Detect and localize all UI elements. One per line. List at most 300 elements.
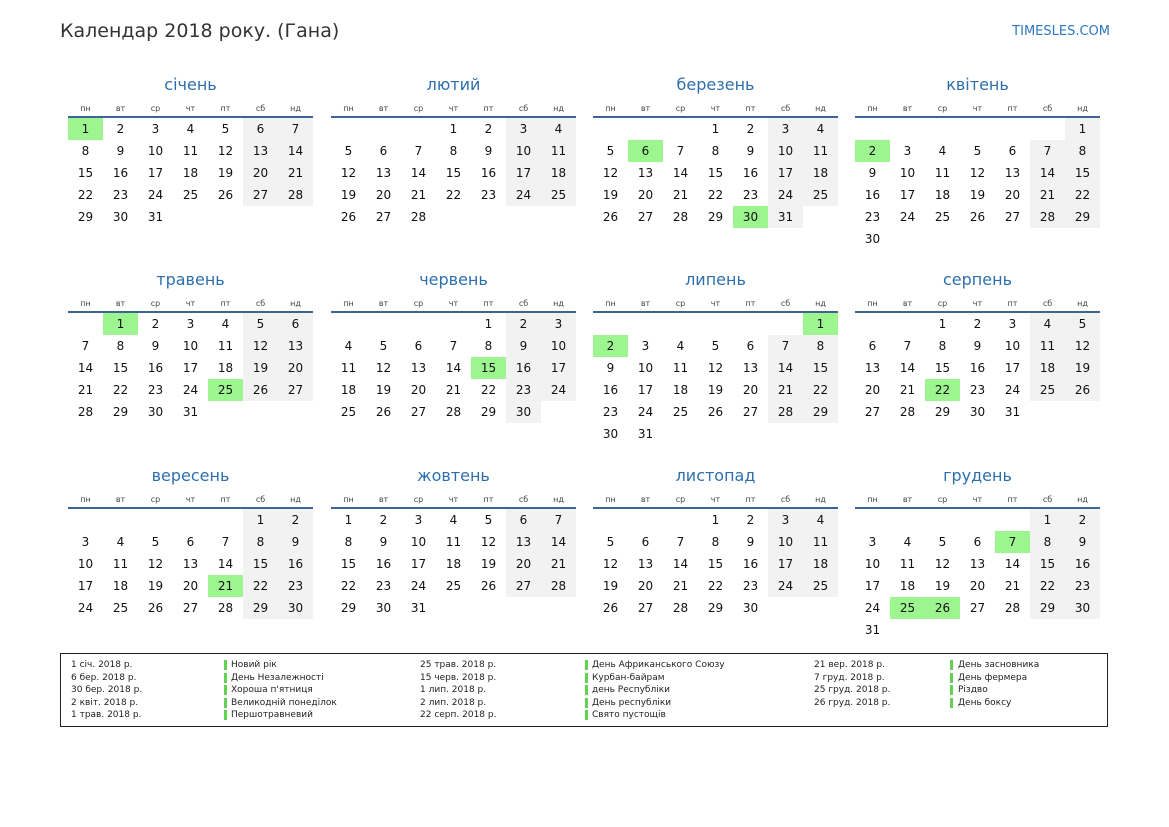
day-cell: 24: [899, 210, 916, 224]
day-cell: 31: [147, 210, 164, 224]
day-cell: 28: [672, 210, 689, 224]
empty-cell: [173, 206, 208, 228]
day-cell: 11: [934, 166, 951, 180]
week-row: [593, 206, 838, 228]
empty-cell: [208, 509, 243, 531]
day-cell: 11: [803, 140, 838, 162]
day-cell: 6: [186, 535, 195, 549]
week-row: [68, 118, 313, 140]
legend-holiday-name: Хороша п'ятниця: [231, 685, 313, 696]
day-cell: 25: [182, 188, 199, 202]
day-cell: 23: [375, 579, 392, 593]
day-cell: 2: [278, 509, 313, 531]
weekday-label: сб: [1042, 494, 1053, 504]
legend-marker: [585, 698, 588, 708]
week-row: [68, 401, 313, 423]
legend-date: 30 бер. 2018 р.: [71, 685, 143, 696]
month-10: [331, 463, 576, 619]
day-cell: 7: [221, 535, 230, 549]
day-cell: 24: [864, 601, 881, 615]
legend-date: 25 груд. 2018 р.: [814, 685, 891, 696]
day-cell: 7: [676, 535, 685, 549]
day-cell: 30: [602, 427, 619, 441]
month-7: [593, 267, 838, 445]
day-cell: 23: [602, 405, 619, 419]
day-cell: 15: [803, 357, 838, 379]
weekday-label: нд: [290, 103, 301, 113]
day-cell: 24: [768, 575, 803, 597]
day-cell: 22: [1030, 575, 1065, 597]
day-cell: 27: [375, 210, 392, 224]
day-cell: 15: [934, 361, 951, 375]
weekday-label: вт: [115, 494, 126, 504]
day-cell: 12: [707, 361, 724, 375]
week-row: [68, 335, 313, 357]
day-cell: 4: [803, 509, 838, 531]
legend-marker: [224, 710, 227, 720]
day-cell: 18: [217, 361, 234, 375]
week-row: [331, 184, 576, 206]
week-row: [855, 619, 1100, 641]
week-row: [855, 313, 1100, 335]
weekday-label: ср: [413, 298, 424, 308]
week-row: [593, 118, 838, 140]
empty-cell: [331, 118, 366, 140]
day-cell: 8: [1030, 531, 1065, 553]
week-row: [593, 140, 838, 162]
day-cell: 14: [672, 557, 689, 571]
day-cell: 10: [506, 140, 541, 162]
day-cell: 24: [182, 383, 199, 397]
weekday-label: пн: [867, 103, 878, 113]
day-cell: 10: [147, 144, 164, 158]
day-cell: 5: [606, 144, 615, 158]
day-cell: 21: [77, 383, 94, 397]
day-cell: 22: [445, 188, 462, 202]
week-row: [331, 575, 576, 597]
weekday-header: [593, 491, 838, 509]
day-cell: 16: [147, 361, 164, 375]
empty-cell: [278, 206, 313, 228]
week-row: [593, 531, 838, 553]
day-cell: 1: [1030, 509, 1065, 531]
week-row: [331, 313, 576, 335]
empty-cell: [401, 118, 436, 140]
day-cell: 31: [637, 427, 654, 441]
day-cell: 10: [182, 339, 199, 353]
empty-cell: [995, 228, 1030, 250]
day-cell: 16: [506, 357, 541, 379]
day-cell: 16: [602, 383, 619, 397]
day-cell: 7: [449, 339, 458, 353]
day-cell: 2: [379, 513, 388, 527]
day-cell: 5: [484, 513, 493, 527]
day-cell: 19: [217, 166, 234, 180]
day-cell: 15: [707, 166, 724, 180]
holiday-day-cell: 1: [803, 313, 838, 335]
week-row: [331, 140, 576, 162]
week-row: [593, 379, 838, 401]
legend-marker: [585, 673, 588, 683]
weekday-label: сб: [780, 103, 791, 113]
day-cell: 19: [1065, 357, 1100, 379]
empty-cell: [1030, 228, 1065, 250]
day-cell: 6: [973, 535, 982, 549]
legend-date: 1 лип. 2018 р.: [420, 685, 487, 696]
day-cell: 31: [182, 405, 199, 419]
day-cell: 27: [969, 601, 986, 615]
legend-holiday-name: День Африканського Союзу: [592, 660, 725, 670]
month-12: [855, 463, 1100, 641]
day-cell: 26: [243, 379, 278, 401]
weekday-label: пт: [483, 494, 494, 504]
day-cell: 6: [641, 535, 650, 549]
day-cell: 27: [637, 210, 654, 224]
weekday-label: пн: [605, 298, 616, 308]
day-cell: 17: [541, 357, 576, 379]
weekday-label: ср: [937, 494, 948, 504]
day-cell: 21: [541, 553, 576, 575]
weekday-label: вт: [115, 103, 126, 113]
day-cell: 5: [243, 313, 278, 335]
day-cell: 22: [243, 575, 278, 597]
week-row: [593, 575, 838, 597]
holiday-day-cell: 2: [855, 140, 890, 162]
month-name: червень: [419, 270, 488, 289]
day-cell: 22: [1065, 184, 1100, 206]
legend-marker: [585, 685, 588, 695]
day-cell: 16: [864, 188, 881, 202]
day-cell: 8: [116, 339, 125, 353]
weekday-label: сб: [1042, 298, 1053, 308]
holiday-legend: [60, 653, 1108, 727]
weekday-label: сб: [1042, 103, 1053, 113]
empty-cell: [243, 206, 278, 228]
day-cell: 5: [221, 122, 230, 136]
weekday-label: пт: [1007, 494, 1018, 504]
day-cell: 4: [803, 118, 838, 140]
legend-marker: [950, 698, 953, 708]
day-cell: 5: [1065, 313, 1100, 335]
day-cell: 20: [864, 383, 881, 397]
empty-cell: [890, 509, 925, 531]
day-cell: 12: [147, 557, 164, 571]
legend-holiday-name: день Республіки: [592, 685, 671, 696]
weekday-label: вт: [902, 494, 913, 504]
month-name: вересень: [151, 466, 230, 485]
empty-cell: [506, 206, 541, 228]
day-cell: 9: [606, 361, 615, 375]
legend-date: 7 груд. 2018 р.: [814, 672, 885, 683]
week-row: [855, 184, 1100, 206]
day-cell: 5: [344, 144, 353, 158]
day-cell: 30: [864, 232, 881, 246]
day-cell: 20: [969, 579, 986, 593]
day-cell: 30: [506, 401, 541, 423]
legend-date: 1 трав. 2018 р.: [71, 710, 142, 721]
day-cell: 22: [340, 579, 357, 593]
week-row: [331, 357, 576, 379]
weekday-label: чт: [972, 103, 983, 113]
day-cell: 15: [77, 166, 94, 180]
day-cell: 30: [375, 601, 392, 615]
day-cell: 2: [151, 317, 160, 331]
day-cell: 18: [803, 553, 838, 575]
day-cell: 16: [375, 557, 392, 571]
weekday-label: сб: [518, 103, 529, 113]
day-cell: 6: [278, 313, 313, 335]
holiday-day-cell: 25: [890, 597, 925, 619]
weekday-label: сб: [780, 298, 791, 308]
week-row: [331, 531, 576, 553]
day-cell: 21: [899, 383, 916, 397]
holiday-day-cell: 26: [925, 597, 960, 619]
day-cell: 26: [147, 601, 164, 615]
day-cell: 12: [375, 361, 392, 375]
day-cell: 26: [969, 210, 986, 224]
day-cell: 13: [278, 335, 313, 357]
day-cell: 28: [541, 575, 576, 597]
empty-cell: [68, 509, 103, 531]
day-cell: 4: [221, 317, 230, 331]
day-cell: 5: [379, 339, 388, 353]
day-cell: 12: [602, 166, 619, 180]
week-row: [331, 162, 576, 184]
day-cell: 11: [340, 361, 357, 375]
day-cell: 21: [1030, 184, 1065, 206]
weekday-label: вт: [640, 298, 651, 308]
day-cell: 17: [899, 188, 916, 202]
day-cell: 23: [147, 383, 164, 397]
holiday-day-cell: 1: [103, 313, 138, 335]
day-cell: 9: [1065, 531, 1100, 553]
week-row: [855, 531, 1100, 553]
site-link[interactable]: TIMESLES.COM: [1012, 24, 1110, 39]
week-row: [68, 379, 313, 401]
weekday-label: пт: [745, 298, 756, 308]
weekday-label: вт: [640, 103, 651, 113]
day-cell: 16: [112, 166, 129, 180]
week-row: [855, 140, 1100, 162]
empty-cell: [1030, 118, 1065, 140]
legend-holiday-name: Великодній понеділок: [231, 697, 337, 708]
empty-cell: [663, 313, 698, 335]
empty-cell: [663, 423, 698, 445]
day-cell: 1: [711, 122, 720, 136]
day-cell: 18: [445, 557, 462, 571]
legend-marker: [224, 685, 227, 695]
day-cell: 25: [934, 210, 951, 224]
legend-date: 21 вер. 2018 р.: [814, 660, 885, 670]
month-2: [331, 72, 576, 228]
day-cell: 4: [1030, 313, 1065, 335]
day-cell: 27: [506, 575, 541, 597]
day-cell: 29: [340, 601, 357, 615]
day-cell: 11: [445, 535, 462, 549]
empty-cell: [803, 206, 838, 228]
empty-cell: [768, 597, 803, 619]
day-cell: 26: [340, 210, 357, 224]
day-cell: 9: [116, 144, 125, 158]
day-cell: 13: [969, 557, 986, 571]
month-1: [68, 72, 313, 228]
legend-holiday-name: Різдво: [958, 685, 988, 696]
legend-holiday-name: Першотравневий: [231, 710, 313, 721]
day-cell: 4: [541, 118, 576, 140]
day-cell: 3: [868, 535, 877, 549]
weekday-label: вт: [378, 494, 389, 504]
day-cell: 31: [1004, 405, 1021, 419]
week-row: [593, 162, 838, 184]
day-cell: 9: [278, 531, 313, 553]
empty-cell: [995, 118, 1030, 140]
weekday-label: нд: [553, 298, 564, 308]
month-6: [331, 267, 576, 423]
day-cell: 2: [746, 513, 755, 527]
month-5: [68, 267, 313, 423]
weekday-header: [855, 295, 1100, 313]
empty-cell: [925, 619, 960, 641]
day-cell: 17: [77, 579, 94, 593]
week-row: [68, 553, 313, 575]
weekday-header: [331, 295, 576, 313]
weekday-label: сб: [518, 494, 529, 504]
day-cell: 22: [480, 383, 497, 397]
week-row: [593, 401, 838, 423]
day-cell: 2: [746, 122, 755, 136]
day-cell: 23: [278, 575, 313, 597]
day-cell: 30: [278, 597, 313, 619]
month-name: березень: [676, 75, 755, 94]
day-cell: 21: [768, 379, 803, 401]
legend-date: 6 бер. 2018 р.: [71, 672, 137, 683]
weekday-label: пт: [220, 298, 231, 308]
empty-cell: [925, 228, 960, 250]
weekday-label: ср: [413, 103, 424, 113]
weekday-header: [68, 491, 313, 509]
day-cell: 20: [1004, 188, 1021, 202]
day-cell: 6: [414, 339, 423, 353]
day-cell: 23: [969, 383, 986, 397]
day-cell: 25: [1030, 379, 1065, 401]
day-cell: 10: [864, 557, 881, 571]
day-cell: 2: [484, 122, 493, 136]
day-cell: 28: [768, 401, 803, 423]
day-cell: 15: [112, 361, 129, 375]
day-cell: 19: [969, 188, 986, 202]
weekday-label: ср: [675, 103, 686, 113]
day-cell: 1: [449, 122, 458, 136]
month-name: серпень: [943, 270, 1012, 289]
legend-holiday-name: День боксу: [958, 697, 1012, 708]
weekday-label: нд: [815, 298, 826, 308]
day-cell: 18: [340, 383, 357, 397]
empty-cell: [995, 509, 1030, 531]
weekday-label: пн: [605, 494, 616, 504]
day-cell: 10: [768, 140, 803, 162]
legend-holiday-name: День засновника: [958, 660, 1040, 670]
empty-cell: [436, 206, 471, 228]
day-cell: 28: [77, 405, 94, 419]
day-cell: 17: [182, 361, 199, 375]
legend-marker: [224, 698, 227, 708]
empty-cell: [471, 597, 506, 619]
day-cell: 4: [449, 513, 458, 527]
legend-marker: [585, 710, 588, 720]
weekday-label: пн: [867, 494, 878, 504]
empty-cell: [541, 401, 576, 423]
day-cell: 20: [506, 553, 541, 575]
week-row: [68, 531, 313, 553]
day-cell: 22: [112, 383, 129, 397]
week-row: [68, 184, 313, 206]
weekday-label: сб: [255, 298, 266, 308]
day-cell: 6: [1008, 144, 1017, 158]
day-cell: 18: [1030, 357, 1065, 379]
weekday-label: чт: [710, 298, 721, 308]
day-cell: 14: [278, 140, 313, 162]
day-cell: 6: [243, 118, 278, 140]
week-row: [68, 313, 313, 335]
weekday-label: чт: [185, 494, 196, 504]
weekday-label: пн: [80, 103, 91, 113]
day-cell: 7: [1030, 140, 1065, 162]
month-name: листопад: [675, 466, 756, 485]
weekday-label: пн: [80, 494, 91, 504]
week-row: [331, 335, 576, 357]
day-cell: 11: [217, 339, 234, 353]
weekday-header: [855, 491, 1100, 509]
legend-marker: [224, 660, 227, 670]
week-row: [331, 597, 576, 619]
day-cell: 26: [602, 210, 619, 224]
day-cell: 29: [1065, 206, 1100, 228]
day-cell: 29: [803, 401, 838, 423]
day-cell: 7: [278, 118, 313, 140]
day-cell: 19: [934, 579, 951, 593]
weekday-label: вт: [640, 494, 651, 504]
empty-cell: [698, 313, 733, 335]
empty-cell: [1030, 619, 1065, 641]
day-cell: 6: [868, 339, 877, 353]
week-row: [855, 379, 1100, 401]
day-cell: 6: [506, 509, 541, 531]
day-cell: 21: [445, 383, 462, 397]
weekday-label: ср: [150, 298, 161, 308]
day-cell: 31: [768, 206, 803, 228]
legend-date: 25 трав. 2018 р.: [420, 660, 497, 670]
day-cell: 8: [938, 339, 947, 353]
week-row: [855, 553, 1100, 575]
empty-cell: [698, 423, 733, 445]
day-cell: 14: [1004, 557, 1021, 571]
day-cell: 24: [637, 405, 654, 419]
legend-date: 15 черв. 2018 р.: [420, 672, 497, 683]
day-cell: 20: [637, 579, 654, 593]
day-cell: 5: [973, 144, 982, 158]
day-cell: 28: [672, 601, 689, 615]
weekday-label: пт: [483, 103, 494, 113]
day-cell: 10: [768, 531, 803, 553]
week-row: [331, 401, 576, 423]
week-row: [68, 206, 313, 228]
weekday-label: нд: [815, 494, 826, 504]
weekday-label: вт: [115, 298, 126, 308]
day-cell: 27: [182, 601, 199, 615]
day-cell: 12: [969, 166, 986, 180]
weekday-label: нд: [290, 494, 301, 504]
day-cell: 5: [711, 339, 720, 353]
